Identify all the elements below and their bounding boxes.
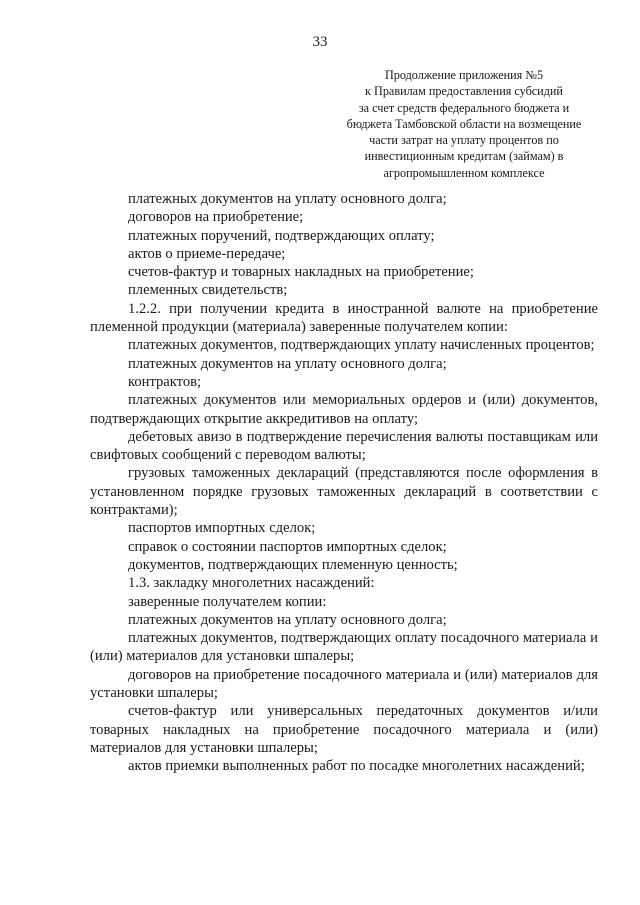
list-item: племенных свидетельств;	[128, 282, 288, 299]
list-item: дебетовых авизо в подтверждение перечисления валюты поставщикам или свифтовых сообщений с переводом валюты;	[90, 428, 598, 464]
list-item: счетов-фактур или универсальных передаточных документов и/или товарных накладных на приобретение посадочного материала и (или) материалов для установки шпалеры;	[90, 703, 598, 756]
header-note-line: Продолжение приложения №5	[384, 68, 544, 82]
list-item: заверенные получателем копии:	[128, 593, 327, 610]
list-item: платежных поручений, подтверждающих оплату;	[128, 227, 435, 244]
list-item: контрактов;	[128, 373, 202, 390]
list-item: платежных документов на уплату основного долга;	[128, 191, 447, 207]
list-item: справок о состоянии паспортов импортных сделок;	[128, 538, 447, 555]
list-item: платежных документов на уплату основного долга;	[128, 611, 447, 628]
header-note-line: бюджета Тамбовской области на возмещение	[346, 116, 582, 131]
list-item: документов, подтверждающих племенную ценность;	[128, 556, 458, 573]
list-item: платежных документов, подтверждающих уплату начисленных процентов;	[128, 337, 595, 354]
list-item: актов о приеме-передаче;	[128, 245, 286, 262]
header-note-line: инвестиционным кредитам (займам) в	[364, 149, 564, 164]
list-item: грузовых таможенных деклараций (представляются после оформления в установленном порядке грузовых таможенных деклараций в соответствии с контрактами);	[90, 465, 598, 519]
list-item: платежных документов на уплату основного долга;	[128, 355, 447, 372]
appendix-header-note	[326, 67, 602, 181]
list-item: платежных документов или мемориальных ордеров и (или) документов, подтверждающих открытие аккредитивов на оплату;	[90, 392, 598, 427]
header-note-line: к Правилам предоставления субсидий	[365, 84, 563, 99]
header-note-line: агропромышленном комплексе	[383, 165, 545, 180]
list-item: счетов-фактур и товарных накладных на приобретение;	[128, 264, 474, 281]
clause-paragraph: 1.2.2. при получении кредита в иностранной валюте на приобретение племенной продукции (материала) заверенные получателем копии:	[90, 300, 598, 336]
list-item: актов приемки выполненных работ по посадке многолетних насаждений;	[128, 758, 585, 775]
list-item: паспортов импортных сделок;	[128, 520, 316, 537]
list-item: договоров на приобретение;	[128, 209, 304, 226]
page-number: 33	[312, 34, 328, 50]
list-item: договоров на приобретение посадочного материала и (или) материалов для установки шпалеры;	[90, 666, 598, 702]
list-item: платежных документов, подтверждающих оплату посадочного материала и (или) материалов для установки шпалеры;	[90, 630, 598, 665]
clause-paragraph: 1.3. закладку многолетних насаждений:	[128, 575, 375, 592]
header-note-line: части затрат на уплату процентов по	[369, 133, 559, 148]
header-note-line: за счет средств федерального бюджета и	[358, 100, 570, 115]
document-body	[90, 190, 598, 776]
